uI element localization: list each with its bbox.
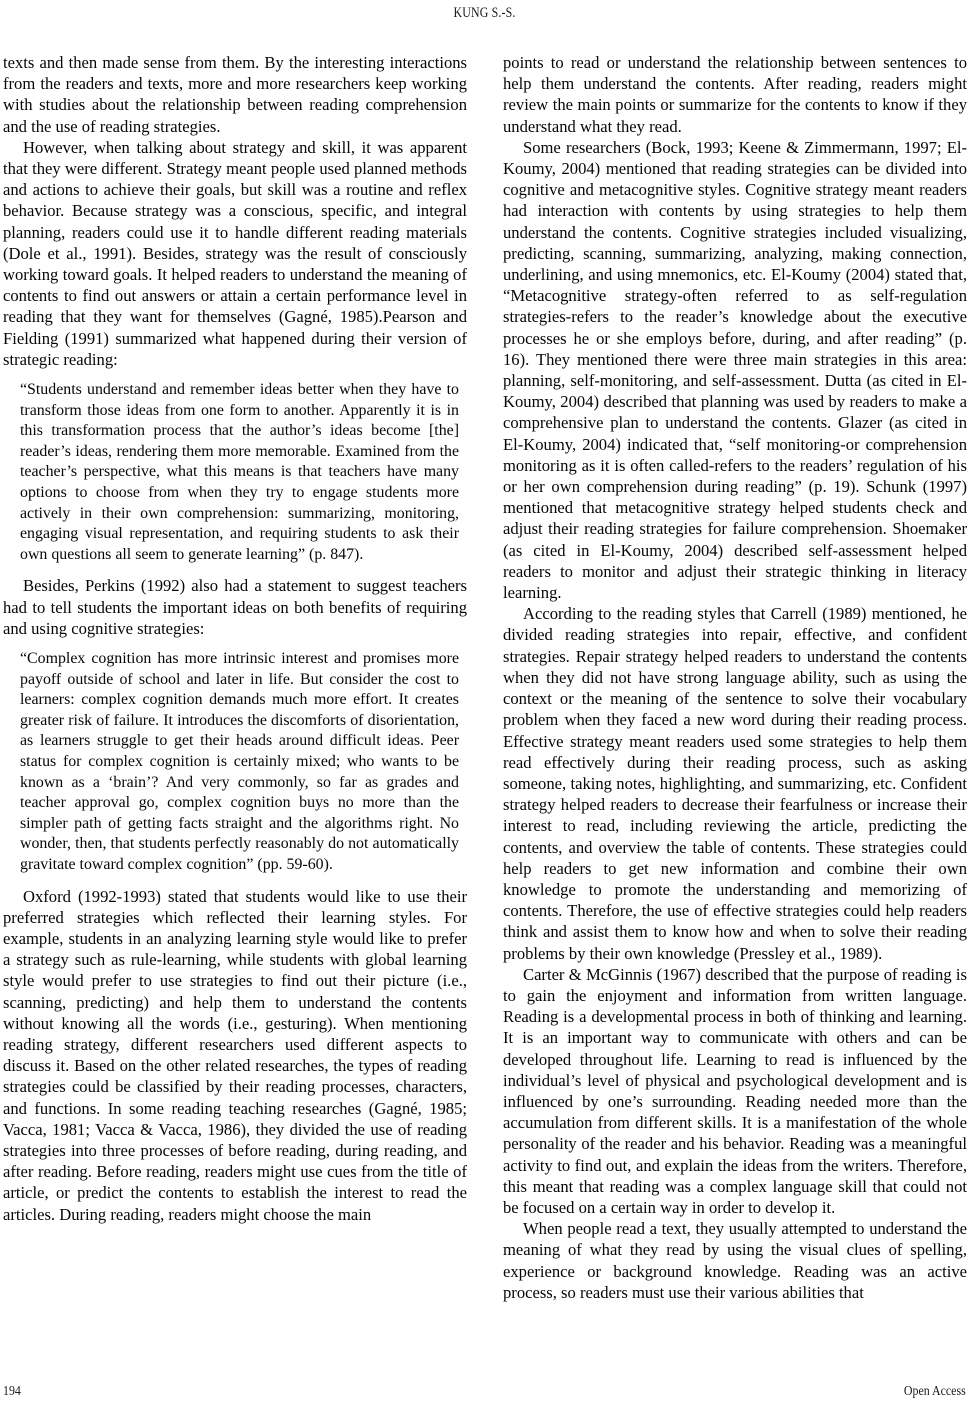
block-quote (3, 649, 467, 876)
paragraph: Carter & McGinnis (1967) described that the purpose of reading is to gain the enjoyment and information from written language. Reading is a developmental process in both of thinking and learning. It is an important way to communicate with others and can be developed throughout life. Learning to read is influenced by the individual’s level of physical and psychological development and is influenced by one’s surrounding. Reading needed more than the accumulation from different skills. It is a manifestation of the whole personality of the reader and his behavior. Reading was a meaningful activity to find out, and explain the ideas from the writers. Therefore, this meant that reading was a complex language skill that could not be focused on a certain way in order to develop it. (503, 964, 967, 1217)
paragraph: texts and then made sense from them. By the interesting interactions from the readers and texts, more and more researchers keep working with studies about the relationship between reading comprehension and the use of reading strategies. (3, 53, 467, 136)
paragraph: Oxford (1992-1993) stated that students would like to use their preferred strategies which reflected their learning styles. For example, students in an analyzing learning style would like to prefer a strategy such as rule-learning, while students with global learning style would prefer to use strategies to find out their picture (i.e., scanning, predicting) and help them to understand the contents without knowing all the words (i.e., gesturing). When mentioning reading strategy, different researchers used different aspects to discuss it. Based on the other related researches, the types of reading strategies could be classified by their reading processes, characters, and functions. In some reading teaching researches (Gagné, 1985; Vacca, 1981; Vacca & Vacca, 1986), they divided the use of reading strategies into three processes of before reading, during reading, and after reading. Before reading, readers might use cues from the title of article, or predict the contents to establish the interest to read the articles. During reading, readers might choose the main (3, 886, 467, 1224)
paragraph: When people read a text, they usually attempted to understand the meaning of what they read by using the visual clues of spelling, experience or background knowledge. Reading was an active process, so readers must use their various abilities that (503, 1219, 967, 1302)
paragraph: points to read or understand the relationship between sentences to help them understand the contents. After reading, readers might review the main points or summarize for the contents to know if they understand what they read. (503, 53, 967, 136)
right-column (503, 52, 967, 1342)
open-access-label: Open Access (904, 1384, 966, 1399)
block-quote (3, 380, 467, 565)
left-column (3, 52, 467, 1342)
quote-text: “Students understand and remember ideas better when they have to transform those ideas from one form to another. Apparently it is in this transformation process that the author’s ideas become [the] reader’s ideas, rendering them more memorable. Examined from the teacher’s perspective, what this means is that teachers have many options to choose from when they try to engage students more actively in their own comprehension: summarizing, monitoring, engaging visual representation, and requiring students to ask their own questions all seem to generate learning” (p. 847). (20, 381, 459, 563)
two-column-body (3, 52, 966, 1342)
paragraph: Some researchers (Bock, 1993; Keene & Zimmermann, 1997; El-Koumy, 2004) mentioned that reading strategies can be divided into cognitive and metacognitive styles. Cognitive strategy meant readers had interaction with contents by using strategies to help them understand the contents. Cognitive strategies included visualizing, predicting, scanning, summarizing, analyzing, making connection, underlining, and using mnemonics, etc. El-Koumy (2004) stated that, “Metacognitive strategy-often referred to as self-regulation strategies-refers to the reader’s knowledge about the executive processes he or she employs before, during, and after reading” (p. 16). They mentioned there were three main strategies in this area: planning, self-monitoring, and self-assessment. Dutta (as cited in El-Koumy, 2004) described that planning was used by readers to make a comprehensive plan to understand the contents. Glazer (as cited in El-Koumy, 2004) indicated that, “self monitoring-or comprehension monitoring as it is often called-refers to the readers’ regulation of his or her own comprehension during reading” (p. 19). Schunk (1997) mentioned that metacognitive strategy helped students check and adjust their reading strategies for failure comprehension. Shoemaker (as cited in El-Koumy, 2004) described self-assessment helped readers to monitor and adjust their strategic thinking in literacy learning. (503, 137, 967, 603)
paragraph: Besides, Perkins (1992) also had a statement to suggest teachers had to tell students the important ideas on both benefits of requiring and using cognitive strategies: (3, 576, 467, 638)
quote-text: “Complex cognition has more intrinsic interest and promises more payoff outside of school and later in life. But consider the cost to learners: complex cognition demands much more effort. It creates greater risk of failure. It introduces the discomforts of disorientation, as learners struggle to get their heads around difficult ideas. Peer status for complex cognition is certainly mixed; who wants to be known as a ‘brain’? And very commonly, so far as grades and teacher approval go, complex cognition buys no more than the simpler path of getting facts straight and the algorithms right. No wonder, then, that students perfectly reasonably do not automatically gravitate toward complex cognition” (pp. 59-60). (20, 650, 459, 873)
paragraph: However, when talking about strategy and skill, it was apparent that they were different. Strategy meant people used planned methods and actions to achieve their goals, but skill was a routine and reflex behavior. Because strategy was a conscious, specific, and integral planning, readers could use it to handle different reading materials (Dole et al., 1991). Besides, strategy was the result of consciously working toward goals. It helped readers to understand the meaning of contents to find out answers or attain a certain performance level in reading that they want for themselves (Gagné, 1985).Pearson and Fielding (1991) summarized what happened during their version of strategic reading: (3, 137, 467, 369)
running-head: KUNG S.-S. (453, 5, 516, 21)
page-number: 194 (3, 1384, 21, 1399)
page-footer (3, 1384, 966, 1400)
paragraph: According to the reading styles that Carrell (1989) mentioned, he divided reading strategies into repair, effective, and confident strategies. Repair strategy helped readers to understand the contents when they did not have strong language ability, such as using the context or the meaning of the sentence to solve their vocabulary problem when they faced a new word during their reading process. Effective strategy meant readers used some strategies to help them read effectively during their reading process, such as asking someone, taking notes, highlighting, and summarizing, etc. Confident strategy helped readers to decrease their fearfulness or increase their interest to read, including reviewing the article, predicting the contents, and overview the table of contents. These strategies could help readers to get new information and combine their own knowledge to promote the understanding and memorizing of contents. Therefore, the use of effective strategies could help readers think and assist them to know how and when to solve their reading problems by their own knowledge (Pressley et al., 1989). (503, 604, 967, 963)
